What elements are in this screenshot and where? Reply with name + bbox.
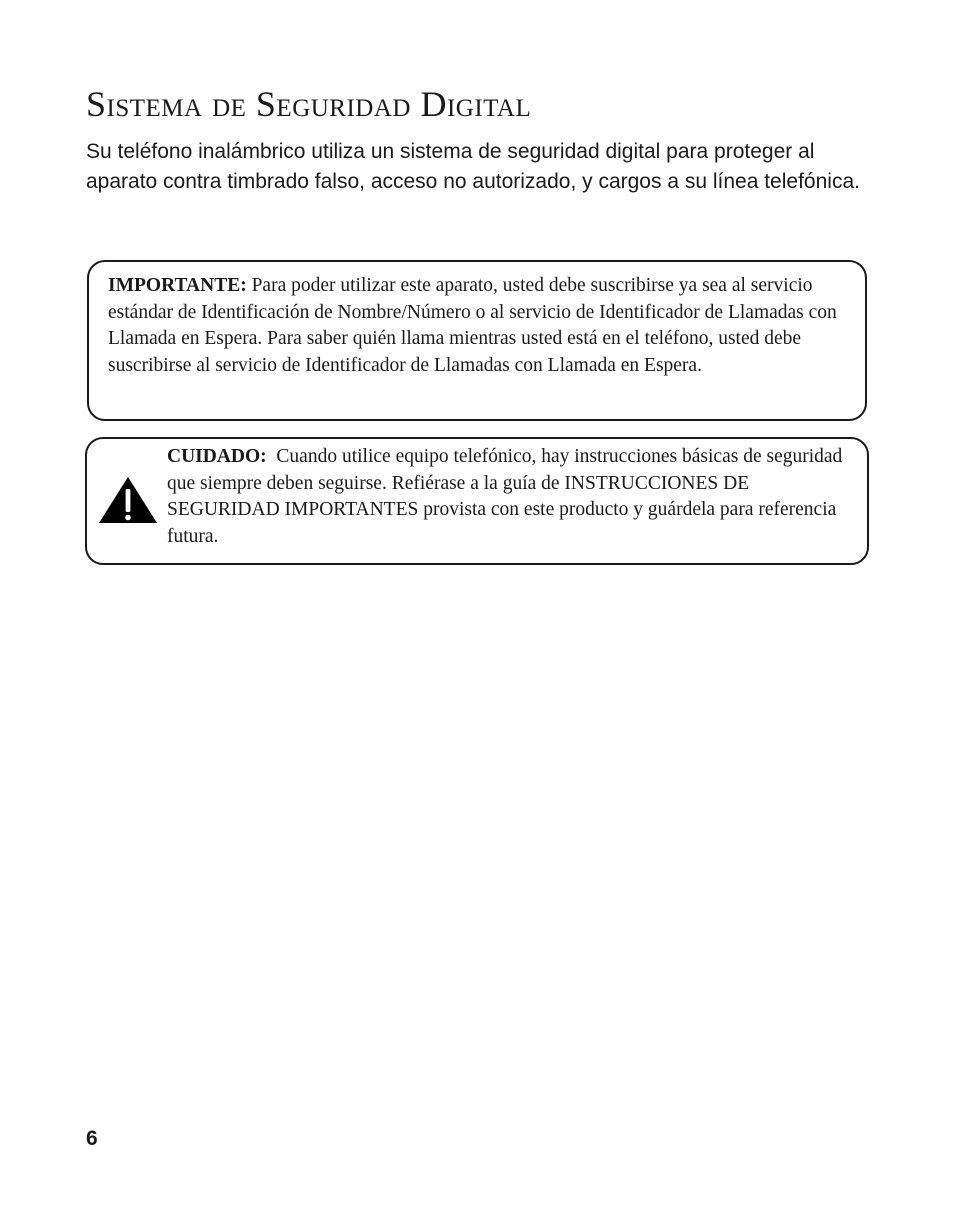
- caution-body: Cuando utilice equipo telefónico, hay instrucciones básicas de seguridad que siempre deben seguirse. Refiérase a la guía de INSTRUCCIONES DE SEGURIDAD IMPORTANTES provista con este producto y guárdela para referencia futura.: [167, 446, 843, 547]
- important-label: IMPORTANTE:: [108, 275, 247, 296]
- caution-label: CUIDADO:: [167, 446, 267, 467]
- warning-triangle-icon: [97, 475, 159, 525]
- page-number: 6: [86, 1127, 98, 1150]
- caution-notice-box: [85, 437, 869, 565]
- important-notice-box: [87, 260, 867, 421]
- caution-notice-text: [167, 444, 857, 550]
- important-notice-text: [108, 273, 853, 379]
- important-body: Para poder utilizar este aparato, usted debe suscribirse ya sea al servicio estándar de Identificación de Nombre/Número o al servicio de Identificador de Llamadas con Llamada en Espera. Para saber quién llama mientras usted está en el teléfono, usted debe suscribirse al servicio de Identificador de Llamadas con Llamada en Espera.: [108, 275, 837, 376]
- intro-paragraph: Su teléfono inalámbrico utiliza un sistema de seguridad digital para proteger al aparato contra timbrado falso, acceso no autorizado, y cargos a su línea telefónica.: [86, 140, 860, 193]
- page-title: Sistema de Seguridad Digital: [86, 84, 532, 124]
